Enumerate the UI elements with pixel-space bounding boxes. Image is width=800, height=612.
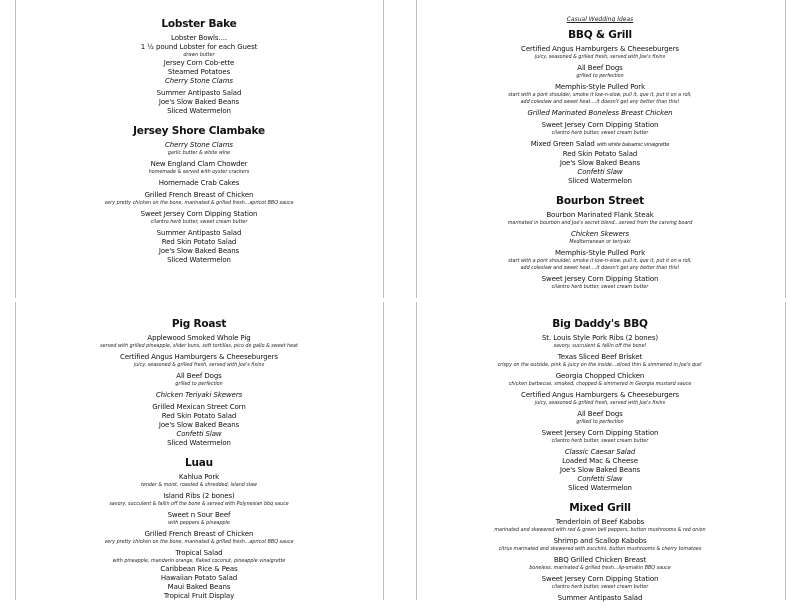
menu-item [15,107,383,116]
menu-item-name: Caribbean Rice & Peas [160,565,238,573]
menu-item [15,247,383,256]
menu-section [416,195,784,291]
menu-item [15,98,383,107]
menu-item [15,77,383,86]
menu-item-name: Shrimp and Scallop Kabobs [553,537,647,545]
menu-item [15,412,383,421]
menu-item [15,511,383,520]
menu-group [15,89,383,116]
menu-item [416,159,784,168]
menu-item-name: Joe's Slow Baked Beans [158,247,240,255]
menu-group [416,429,784,445]
menu-item-inline-note: with white balsamic vinaigrette [596,143,670,148]
menu-item-description: homemade & served with oyster crackers [148,170,250,175]
menu-item-name: Steamed Potatoes [167,68,231,76]
menu-section [416,502,784,603]
menu-item [416,475,784,484]
menu-group [416,109,784,118]
menu-item [15,549,383,558]
menu-item [416,391,784,400]
menu-item-name: Chicken Teriyaki Skewers [155,391,243,399]
menu-item-description: citrus marinated and skewered with zucchini, button mushrooms & cherry tomatoes [498,547,702,552]
menu-section [416,29,784,186]
menu-group [15,210,383,226]
menu-item-name: Memphis-Style Pulled Pork [554,83,646,91]
menu-item [416,466,784,475]
menu-item-description: start with a pork shoulder, smoke it low-n-slow, pull it, que it, put it on a roll, [508,93,692,98]
menu-item-name: Kahlua Pork [178,473,220,481]
menu-item [15,530,383,539]
menu-section [416,318,784,493]
menu-group [15,34,383,86]
menu-item-description: Mediterranean or teriyaki [569,240,631,245]
menu-item [416,334,784,343]
menu-item-description: crispy on the outside, pink & juicy on the inside...sliced thin & simmered in Joe's que' [497,363,703,368]
menu-item-name: Confetti Slaw [577,168,623,176]
menu-item [15,403,383,412]
menu-item [15,229,383,238]
menu-item [416,353,784,362]
menu-item-description: cilantro herb butter, sweet cream butter [150,220,248,225]
menu-item-description: marinated in bourbon and Joe's secret blend...served from the carving board [507,221,693,226]
menu-item [416,45,784,54]
menu-section [15,457,383,601]
menu-group [15,229,383,265]
menu-item [15,334,383,343]
menu-item [416,518,784,527]
menu-item-name: Lobster Bowls.... [171,34,227,42]
menu-item [416,575,784,584]
menu-group [15,141,383,157]
menu-group [416,594,784,603]
menu-item [416,484,784,493]
menu-item-name: Joe's Slow Baked Beans [158,98,240,106]
menu-item-name: Tropical Salad [175,549,223,557]
menu-item-name: Sliced Watermelon [167,107,231,115]
menu-item-name: Joe's Slow Baked Beans [559,466,641,474]
menu-item [15,430,383,439]
menu-item [15,492,383,501]
menu-group [15,191,383,207]
menu-item-name: Sweet Jersey Corn Dipping Station [140,210,258,218]
menu-item [15,421,383,430]
menu-item [15,160,383,169]
menu-group [15,530,383,546]
menu-group [15,179,383,188]
menu-item-description: garlic butter & white wine [167,151,231,156]
menu-item-name: Sliced Watermelon [167,256,231,264]
menu-item [15,141,383,150]
page-big-daddys-mixed-grill [416,318,784,612]
menu-item-description: cilantro herb butter, sweet cream butter [551,131,649,136]
menu-item [15,583,383,592]
menu-item [416,230,784,239]
menu-item-name: All Beef Dogs [176,372,222,380]
menu-group [416,518,784,534]
menu-group [416,121,784,137]
menu-item-name: Hawaiian Potato Salad [160,574,238,582]
menu-item-name: Confetti Slaw [577,475,623,483]
menu-item [416,556,784,565]
menu-item-name: Certified Angus Hamburgers & Cheeseburgers [521,391,679,399]
menu-item-name: Joe's Slow Baked Beans [158,421,240,429]
menu-item-name: Grilled French Breast of Chicken [144,191,254,199]
menu-item-description: served with grilled pineapple, slider buns, soft tortillas, pico de gallo & sweet heat [100,344,298,349]
menu-item-description: grilled to perfection [175,382,223,387]
menu-item [416,448,784,457]
menu-item-description: savory, succulent & fallin off the bone! [553,344,647,349]
menu-item [416,211,784,220]
menu-group [416,249,784,272]
menu-item-description: cilantro herb butter, sweet cream butter [551,439,649,444]
menu-item [416,140,784,150]
menu-item-description: with peppers & pineapple [168,521,230,526]
menu-item-name: Summer Antipasto Salad [156,89,242,97]
menu-item-name: All Beef Dogs [577,64,623,72]
menu-group [15,403,383,448]
menu-item-name: Grilled Marinated Boneless Breast Chicken [527,109,673,117]
menu-item-description: very pretty chicken on the bone, marinated & grilled fresh...apricot BBQ sauce [104,201,294,206]
menu-group [416,140,784,186]
menu-item [416,83,784,92]
menu-item-name: Georgia Chopped Chicken [555,372,645,380]
menu-item-name: Loaded Mac & Cheese [562,457,638,465]
menu-item-name: Island Ribs (2 bones) [163,492,235,500]
menu-section [15,318,383,448]
menu-item [15,191,383,200]
menu-item-name: Sweet Jersey Corn Dipping Station [541,429,659,437]
menu-item [416,168,784,177]
menu-item-description: tender & moist, roasted & shredded, island slaw [140,483,258,488]
menu-group [416,410,784,426]
menu-item-name: Sweet Jersey Corn Dipping Station [541,121,659,129]
menu-group [15,473,383,489]
menu-item-name: Summer Antipasto Salad [557,594,643,602]
menu-item [15,256,383,265]
menu-item-name: Grilled French Breast of Chicken [144,530,254,538]
menu-item [15,210,383,219]
menu-group [416,45,784,61]
menu-item-description: cilantro herb butter, sweet cream butter [551,585,649,590]
menu-item-description: grilled to perfection [576,420,624,425]
section-title: Pig Roast [171,318,227,330]
section-title: Mixed Grill [569,502,631,514]
menu-item-name: Grilled Mexican Street Corn [152,403,246,411]
menu-item [416,429,784,438]
menu-item-name: Summer Antipasto Salad [156,229,242,237]
menu-item [15,238,383,247]
menu-group [15,353,383,369]
page-pig-roast-luau [15,318,383,610]
menu-item-name: Applewood Smoked Whole Pig [147,334,251,342]
menu-item-name: Tenderloin of Beef Kabobs [555,518,645,526]
menu-group [15,160,383,176]
section-title: Jersey Shore Clambake [133,125,265,137]
menu-item [416,410,784,419]
menu-group [416,211,784,227]
menu-item-description: juicy, seasoned & grilled fresh, served with Joe's fixins [534,401,666,406]
menu-item-description: savory, succulent & fallin off the bone & served with Polynesian bbq sauce [109,502,289,507]
menu-item [416,372,784,381]
menu-item-description: boneless, marinated & grilled fresh...lip-smakin BBQ sauce [529,566,671,571]
menu-item-description: drawn butter [183,53,215,58]
menu-item [15,89,383,98]
menu-item-name: Sweet n Sour Beef [167,511,231,519]
menu-item-name: Certified Angus Hamburgers & Cheeseburgers [521,45,679,53]
menu-item-name: Homemade Crab Cakes [158,179,240,187]
menu-group [15,549,383,601]
menu-item-name: Chicken Skewers [570,230,629,238]
menu-item-description: marinated and skewered with red & green bell peppers, button mushrooms & red onion [494,528,706,533]
menu-item [416,177,784,186]
menu-item [15,43,383,52]
menu-item [15,179,383,188]
section-title: BBQ & Grill [568,29,632,41]
menu-item-name: All Beef Dogs [577,410,623,418]
menu-item-name: Confetti Slaw [176,430,222,438]
menu-item-name: Red Skin Potato Salad [161,412,237,420]
menu-item [15,68,383,77]
menu-item [416,594,784,603]
page-casual-wedding-ideas [416,16,784,300]
menu-group [416,575,784,591]
menu-item-description: with pineapple, mandarin orange, flaked coconut, pineapple vinaigrette [112,559,286,564]
menu-item-name: Certified Angus Hamburgers & Cheeseburgers [120,353,278,361]
menu-group [15,391,383,400]
menu-group [416,556,784,572]
menu-item [416,64,784,73]
menu-item [416,121,784,130]
menu-group [416,448,784,493]
menu-item-description: add coleslaw and sweet heat....it doesn't get any better than this! [520,100,680,105]
menu-item-name: Classic Caesar Salad [564,448,636,456]
page-lobster-clambake [15,18,383,274]
menu-item [15,574,383,583]
menu-item-name: BBQ Grilled Chicken Breast [553,556,647,564]
menu-group [416,353,784,369]
menu-item-name: Bourbon Marinated Flank Steak [546,211,654,219]
menu-item-name: New England Clam Chowder [150,160,248,168]
menu-group [416,537,784,553]
menu-item [15,439,383,448]
menu-item-name: 1 ½ pound Lobster for each Guest [140,43,258,51]
section-title: Luau [185,457,213,469]
menu-item-name: St. Louis Style Pork Ribs (2 bones) [541,334,659,342]
menu-group [416,230,784,246]
menu-item-name: Sweet Jersey Corn Dipping Station [541,575,659,583]
menu-item-name: Tropical Fruit Display [163,592,235,600]
menu-section [15,18,383,116]
menu-item-name: Mixed Green Salad [530,140,595,148]
menu-item-name: Joe's Slow Baked Beans [559,159,641,167]
menu-item [15,59,383,68]
menu-item-name: Sliced Watermelon [568,177,632,185]
menu-item [416,109,784,118]
menu-item-name: Maui Baked Beans [167,583,231,591]
menu-group [15,334,383,350]
menu-item [15,391,383,400]
menu-item-description: grilled to perfection [576,74,624,79]
menu-item [15,565,383,574]
menu-group [416,83,784,106]
menu-item-name: Red Skin Potato Salad [562,150,638,158]
menu-section [15,125,383,265]
menu-item-name: Jersey Corn Cob-ette [163,59,235,67]
menu-item [15,473,383,482]
menu-item [416,150,784,159]
menu-group [416,275,784,291]
menu-item-description: add coleslaw and sweet heat....it doesn't get any better than this! [520,266,680,271]
menu-item-name: Cherry Stone Clams [165,141,233,149]
menu-item-name: Texas Sliced Beef Brisket [557,353,643,361]
menu-item-name: Sweet Jersey Corn Dipping Station [541,275,659,283]
menu-group [416,372,784,388]
menu-item-name: Sliced Watermelon [568,484,632,492]
menu-item [416,537,784,546]
menu-group [416,391,784,407]
menu-item-description: juicy, seasoned & grilled fresh, served with Joe's fixins [534,55,666,60]
menu-item [416,457,784,466]
menu-item-description: start with a pork shoulder, smoke it low-n-slow, pull it, que it, put it on a roll, [508,259,692,264]
document-header: Casual Wedding Ideas [566,16,634,23]
menu-group [15,372,383,388]
menu-item-name: Red Skin Potato Salad [161,238,237,246]
menu-item-name: Sliced Watermelon [167,439,231,447]
menu-item [416,249,784,258]
menu-group [15,492,383,508]
menu-group [416,64,784,80]
section-title: Big Daddy's BBQ [552,318,648,330]
menu-item-description: cilantro herb butter, sweet cream butter [551,285,649,290]
menu-group [416,334,784,350]
menu-item [15,372,383,381]
menu-item [15,353,383,362]
menu-group [15,511,383,527]
menu-item-name: Memphis-Style Pulled Pork [554,249,646,257]
menu-item [15,34,383,43]
section-title: Bourbon Street [556,195,644,207]
menu-item [416,275,784,284]
menu-item-name: Cherry Stone Clams [165,77,233,85]
menu-item-description: chicken barbecue, smoked, chopped & simmered in Georgia mustard sauce [508,382,692,387]
section-title: Lobster Bake [161,18,237,30]
menu-item-description: very pretty chicken on the bone, marinated & grilled fresh...apricot BBQ sauce [104,540,294,545]
menu-item-description: juicy, seasoned & grilled fresh, served with Joe's fixins [133,363,265,368]
